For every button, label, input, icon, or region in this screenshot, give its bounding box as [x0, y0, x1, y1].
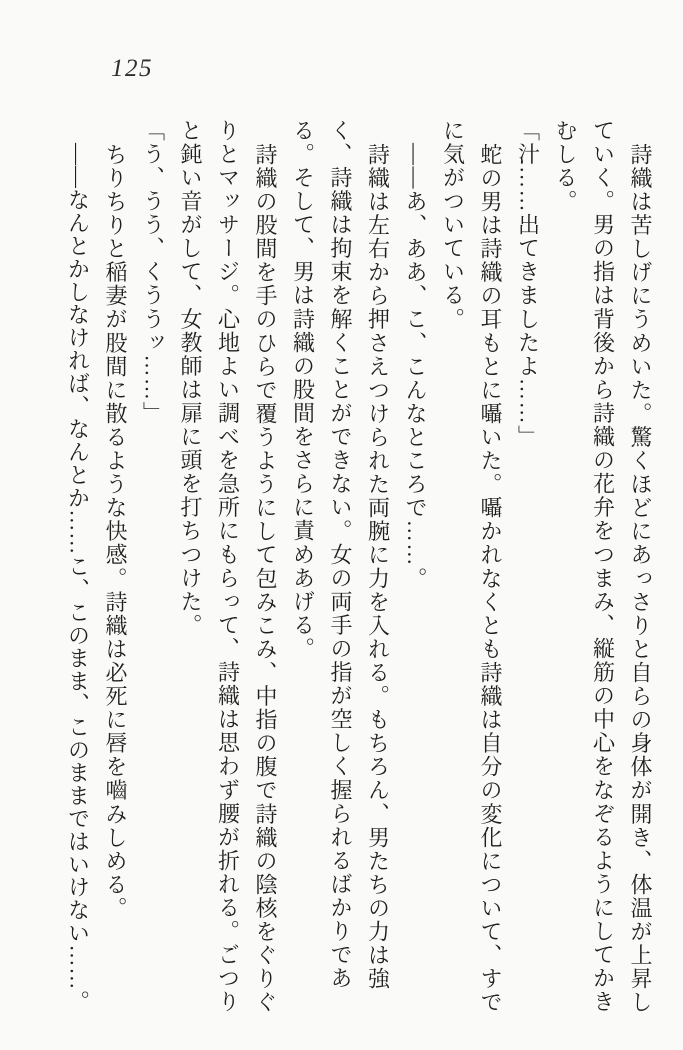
text-block [59, 119, 659, 1016]
paragraph: ——なんとかしなければ、なんとか……こ、このまま、このままではいけない……。 [65, 142, 91, 1013]
paragraph: 詩織は左右から押さえつけられた両腕に力を入れる。もちろん、男たちの力は強く、詩織は拘束を解くことができない。女の両手の指が空しく握られるばかりである。そして、男は詩織の股間をさらに責めあげる。 [290, 119, 391, 991]
page-number: 125 [111, 55, 153, 82]
paragraph: 「汁……出てきましたよ……」 [515, 119, 541, 449]
paragraph: ちりちりと稲妻が股間に散るような快感。詩織は必死に唇を嚙みしめる。 [103, 142, 128, 920]
paragraph: ——あ、ああ、こ、こんなところで……。 [403, 142, 428, 590]
paragraph: 詩織の股間を手のひらで覆うようにして包みこみ、中指の腹で詩織の陰核をぐりぐりとマッサージ。心地よい調べを急所にもらって、詩織は思わず腰が折れる。ごつりと鈍い音がして、女教師は扉に頭を打ちつけた。 [178, 119, 278, 1014]
paragraph: 蛇の男は詩織の耳もとに囁いた。囁かれなくとも詩織は自分の変化について、すでに気がついている。 [440, 119, 503, 1014]
paragraph: 詩織は苦しげにうめいた。驚くほどにあっさりと自らの身体が開き、体温が上昇していく。男の指は背後から詩織の花弁をつまみ、縦筋の中心をなぞるようにしてかきむしる。 [553, 119, 653, 1014]
paragraph: 「う、うう、くううッ……」 [140, 119, 166, 426]
